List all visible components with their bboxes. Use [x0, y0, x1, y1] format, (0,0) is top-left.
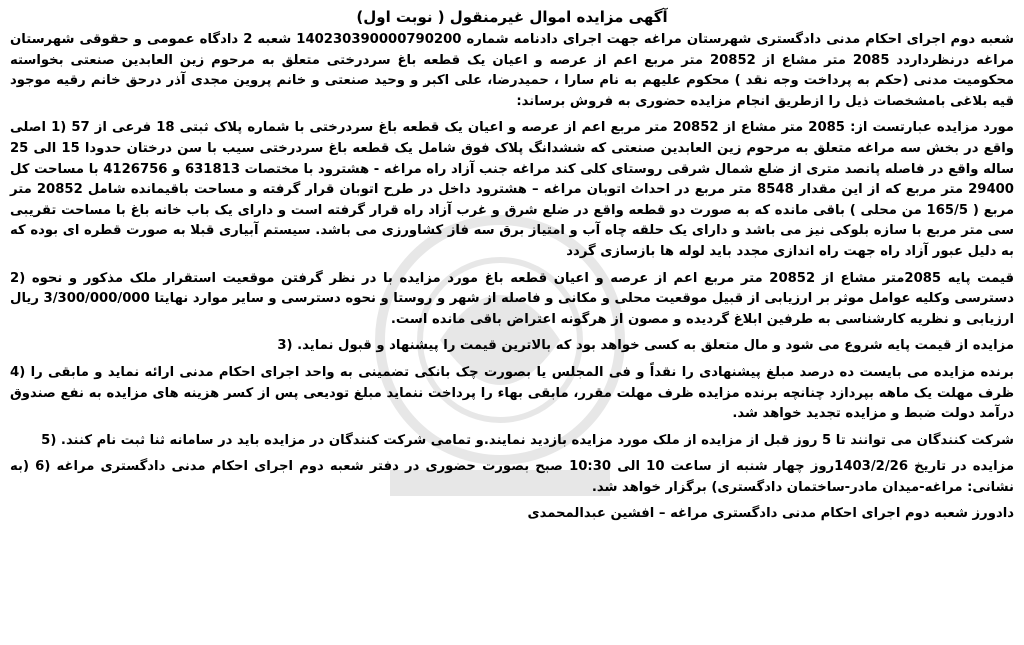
notice-signature: دادورز شعبه دوم اجرای احکام مدنی دادگستری مراغه – افشین عبدالمحمدی: [527, 506, 1014, 522]
notice-intro: شعبه دوم اجرای احکام مدنی دادگستری شهرستان مراغه جهت اجرای دادنامه شماره 140230390000790200 شعبه 2 دادگاه عمومی و حقوقی شهرستان مراغه درنظرداردد 2085 متر مشاع از 20852 متر مربع اعم از عرصه و اعیان یک قطعه باغ سردرختی متعلق به مرحوم زین العابدین صنعتی بخواسته محکومیت مدنی (حکم به پرداخت وجه نقد ) محکوم علیهم به نام سارا ، حمیدرضا، علی اکبر و وحید صنعتی و خانم پروین مجدی آذر درحق خانم رقیه موجود قیه بلاغی بامشخصات ذیل را ازطریق انجام مزایده حضوری به فروش برساند:: [10, 32, 1015, 109]
notice-title: آگهی مزایده اموال غیرمنقول ( نوبت اول): [356, 8, 668, 26]
notice-item-2: قیمت پایه 2085متر مشاع از 20852 متر مربع اعم از عرصه و اعیان قطعه باغ مورد مزایده با در نظر گرفتن موقعیت استقرار ملک مذکور و نحوه (2 دسترسی وکلیه عوامل موثر بر ارزیابی از قبیل موقعیت محلی و مکانی و فاصله از شهر و روستا و نحوه دسترسی و سایر موارد نهایتا 3/300/000/000 ریال ارزیابی و نظریه کارشناسی به طرفین ابلاغ گردیده و مصون از هرگونه اعتراض باقی مانده است.: [10, 270, 1014, 327]
notice-item-3: مزایده از قیمت پایه شروع می شود و مال متعلق به کسی خواهد بود که بالاترین قیمت را پیشنهاد و قبول نماید. (3: [277, 338, 1014, 354]
notice-item-4: برنده مزایده می بایست ده درصد مبلغ پیشنهادی را نقداً و فی المجلس یا بصورت چک بانکی تضمینی به واحد اجرای احکام مدنی ارائه نماید و مابقی را (4 ظرف مهلت یک ماهه بپردازد چنانچه برنده مزایده ظرف مهلت مقرر، مابقی بهاء را پرداخت ننماید مبلغ تودیعی پس از کسر هزینه های مزایده به نفع صندوق درآمد دولت ضبط و مزایده تجدید خواهد شد.: [10, 364, 1014, 422]
notice-item-6: مزایده در تاریخ 1403/2/26روز چهار شنبه از ساعت 10 الی 10:30 صبح بصورت حضوری در دفتر شعبه دوم اجرای احکام مدنی دادگستری مراغه (6 (به نشانی: مراغه-میدان مادر-ساختمان دادگستری) برگزار خواهد شد.: [10, 459, 1015, 495]
notice-item-1: مورد مزایده عبارتست از: 2085 متر مشاع از 20852 متر مربع اعم از عرصه و اعیان یک قطعه باغ سردرختی با شماره پلاک ثبتی 18 فرعی از 57 (1 اصلی واقع در بخش سه مراغه متعلق به مرحوم زین العابدین صنعتی که ششدانگ پلاک فوق شامل یک قطعه باغ سردرختی سیب با سن درختان حدودا 15 الی 25 ساله واقع در فاصله پانصد متری از ضلع شمال شرقی روستای کلی کند مراغه جنب آزاد راه مراغه - هشترود با مختصات 631813 و 4126756 با مساحت کل 29400 متر مربع که از این مقدار 8548 متر مربع در احداث اتوبان مراغه – هشترود داخل در طرح اتوبان قرار گرفته و مساحت باقیمانده شامل 20852 متر مربع ( 165/5 من محلی ) باقی مانده که به صورت دو قطعه واقع در ضلع شرق و غرب آزاد راه قرار گرفته است و دارای یک باب خانه باغ با مساحت تقریبی سی متر مربع با سازه بلوکی نیز می باشد و دارای یک حلقه چاه آب و امتیاز برق سه فاز کشاورزی می باشد. سیستم آبیاری قبلا به صورت قطره ای بوده که به دلیل عبور آزاد راه جهت راه اندازی مجدد باید لوله ها بازسازی گردد: [10, 120, 1015, 259]
notice-item-5: شرکت کنندگان می توانند تا 5 روز قبل از مزایده از ملک مورد مزایده بازدید نمایند.و تمامی شرکت کنندگان در مزایده باید در سامانه ثنا ثبت نام کنند. (5: [41, 432, 1014, 448]
